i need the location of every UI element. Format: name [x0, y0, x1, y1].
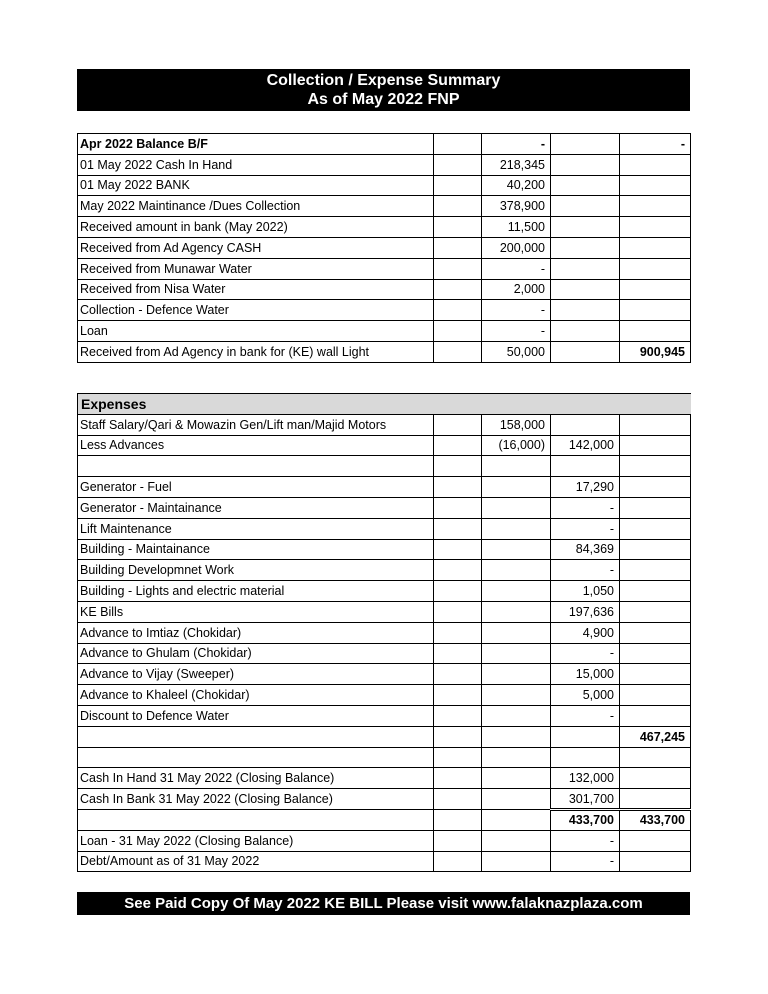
row-col4: 132,000	[551, 768, 620, 789]
summary-title: Collection / Expense Summary	[266, 72, 501, 89]
row-label: May 2022 Maintinance /Dues Collection	[78, 196, 434, 217]
row-col3	[482, 664, 551, 685]
expenses-table	[77, 393, 691, 872]
row-col3	[482, 685, 551, 706]
row-label: Building - Maintainance	[78, 539, 434, 560]
row-col3	[482, 830, 551, 851]
row-total	[620, 217, 691, 238]
row-col4: 1,050	[551, 581, 620, 602]
row-col4	[551, 341, 620, 362]
table-row	[78, 705, 691, 726]
table-row	[78, 341, 691, 362]
row-col3: 50,000	[482, 341, 551, 362]
row-col3	[482, 518, 551, 539]
row-col3	[482, 747, 551, 768]
row-label: Discount to Defence Water	[78, 705, 434, 726]
table-row	[78, 726, 691, 747]
row-col4: -	[551, 497, 620, 518]
table-row	[78, 134, 691, 155]
row-col4: 197,636	[551, 601, 620, 622]
row-col4: 5,000	[551, 685, 620, 706]
row-total	[620, 414, 691, 435]
row-col3	[482, 477, 551, 498]
row-total	[620, 477, 691, 498]
table-row	[78, 154, 691, 175]
row-col4: -	[551, 705, 620, 726]
row-col4: 142,000	[551, 435, 620, 456]
row-col2	[434, 154, 482, 175]
row-label: Loan - 31 May 2022 (Closing Balance)	[78, 830, 434, 851]
row-total	[620, 456, 691, 477]
row-total	[620, 622, 691, 643]
row-col2	[434, 560, 482, 581]
table-row	[78, 664, 691, 685]
row-col2	[434, 258, 482, 279]
row-col3	[482, 789, 551, 810]
row-col3: 378,900	[482, 196, 551, 217]
row-label: KE Bills	[78, 601, 434, 622]
table-row	[78, 601, 691, 622]
row-col2	[434, 830, 482, 851]
row-col2	[434, 237, 482, 258]
table-row	[78, 747, 691, 768]
summary-title-banner	[77, 69, 690, 111]
row-col4	[551, 196, 620, 217]
row-col3	[482, 601, 551, 622]
row-col4: 15,000	[551, 664, 620, 685]
row-col2	[434, 341, 482, 362]
row-col3	[482, 768, 551, 789]
row-col2	[434, 134, 482, 155]
table-row	[78, 175, 691, 196]
row-label: Received amount in bank (May 2022)	[78, 217, 434, 238]
row-col4	[551, 175, 620, 196]
row-col2	[434, 789, 482, 810]
row-total: 900,945	[620, 341, 691, 362]
row-col4: -	[551, 643, 620, 664]
row-label: Generator - Maintainance	[78, 497, 434, 518]
row-col2	[434, 477, 482, 498]
row-col2	[434, 851, 482, 872]
row-col4: 433,700	[551, 809, 620, 830]
row-col4: -	[551, 851, 620, 872]
summary-subtitle: As of May 2022 FNP	[307, 91, 460, 108]
row-col2	[434, 279, 482, 300]
row-col2	[434, 622, 482, 643]
row-col3: 40,200	[482, 175, 551, 196]
collection-table	[77, 133, 691, 363]
footer-notice: See Paid Copy Of May 2022 KE BILL Please visit www.falaknazplaza.com	[77, 892, 690, 915]
table-row	[78, 497, 691, 518]
row-label: Lift Maintenance	[78, 518, 434, 539]
row-col3: 158,000	[482, 414, 551, 435]
row-col4	[551, 154, 620, 175]
row-col4: -	[551, 518, 620, 539]
table-row	[78, 789, 691, 810]
row-total	[620, 258, 691, 279]
row-label	[78, 809, 434, 830]
row-col4: 17,290	[551, 477, 620, 498]
row-col4	[551, 321, 620, 342]
row-total	[620, 321, 691, 342]
row-col3	[482, 560, 551, 581]
row-col2	[434, 175, 482, 196]
row-total: 433,700	[620, 809, 691, 830]
row-col2	[434, 643, 482, 664]
row-col2	[434, 196, 482, 217]
expenses-heading: Expenses	[78, 394, 691, 415]
row-col3: (16,000)	[482, 435, 551, 456]
table-row	[78, 809, 691, 830]
row-label: Debt/Amount as of 31 May 2022	[78, 851, 434, 872]
row-total	[620, 789, 691, 810]
row-total	[620, 581, 691, 602]
row-col4	[551, 279, 620, 300]
table-row	[78, 643, 691, 664]
row-col3	[482, 705, 551, 726]
row-col2	[434, 456, 482, 477]
row-col3: -	[482, 134, 551, 155]
row-total	[620, 497, 691, 518]
row-col2	[434, 747, 482, 768]
table-row	[78, 258, 691, 279]
table-row	[78, 414, 691, 435]
row-total	[620, 705, 691, 726]
row-label: Received from Munawar Water	[78, 258, 434, 279]
table-row	[78, 435, 691, 456]
row-col2	[434, 705, 482, 726]
row-col2	[434, 217, 482, 238]
row-col2	[434, 414, 482, 435]
table-row	[78, 518, 691, 539]
row-col4: -	[551, 560, 620, 581]
row-label: Advance to Ghulam (Chokidar)	[78, 643, 434, 664]
collection-table-body	[78, 134, 691, 363]
row-label	[78, 747, 434, 768]
table-row	[78, 581, 691, 602]
row-col4	[551, 258, 620, 279]
row-col4	[551, 456, 620, 477]
row-label: Received from Nisa Water	[78, 279, 434, 300]
table-row	[78, 768, 691, 789]
row-col3: -	[482, 321, 551, 342]
table-row	[78, 456, 691, 477]
row-label: 01 May 2022 Cash In Hand	[78, 154, 434, 175]
table-row	[78, 300, 691, 321]
row-col3	[482, 539, 551, 560]
row-total	[620, 664, 691, 685]
row-label: Received from Ad Agency in bank for (KE) wall Light	[78, 341, 434, 362]
row-col2	[434, 581, 482, 602]
row-label	[78, 456, 434, 477]
row-col2	[434, 497, 482, 518]
row-col4: 84,369	[551, 539, 620, 560]
row-label: Collection - Defence Water	[78, 300, 434, 321]
row-col3	[482, 622, 551, 643]
row-col3	[482, 851, 551, 872]
row-label: Staff Salary/Qari & Mowazin Gen/Lift man/Majid Motors	[78, 414, 434, 435]
row-col4	[551, 217, 620, 238]
row-label: Advance to Vijay (Sweeper)	[78, 664, 434, 685]
row-total	[620, 154, 691, 175]
row-label: Cash In Bank 31 May 2022 (Closing Balance)	[78, 789, 434, 810]
row-col4	[551, 134, 620, 155]
row-col2	[434, 726, 482, 747]
row-total	[620, 747, 691, 768]
row-col4	[551, 300, 620, 321]
row-col2	[434, 300, 482, 321]
row-col2	[434, 321, 482, 342]
row-col2	[434, 768, 482, 789]
row-label	[78, 726, 434, 747]
row-col4	[551, 747, 620, 768]
row-total: -	[620, 134, 691, 155]
row-label: Loan	[78, 321, 434, 342]
row-col4	[551, 726, 620, 747]
row-label: Less Advances	[78, 435, 434, 456]
row-col2	[434, 809, 482, 830]
row-total	[620, 196, 691, 217]
row-label: Advance to Imtiaz (Chokidar)	[78, 622, 434, 643]
table-row	[78, 321, 691, 342]
row-col3	[482, 497, 551, 518]
row-label: Generator - Fuel	[78, 477, 434, 498]
table-row	[78, 477, 691, 498]
row-total	[620, 851, 691, 872]
row-total	[620, 685, 691, 706]
row-total	[620, 518, 691, 539]
row-label: Cash In Hand 31 May 2022 (Closing Balance)	[78, 768, 434, 789]
row-col3	[482, 726, 551, 747]
table-row	[78, 685, 691, 706]
row-total	[620, 279, 691, 300]
row-label: Building Developmnet Work	[78, 560, 434, 581]
row-col4: -	[551, 830, 620, 851]
table-row	[78, 830, 691, 851]
row-col3	[482, 456, 551, 477]
row-col2	[434, 435, 482, 456]
row-label: Apr 2022 Balance B/F	[78, 134, 434, 155]
row-label: Received from Ad Agency CASH	[78, 237, 434, 258]
row-col3: -	[482, 300, 551, 321]
row-label: Advance to Khaleel (Chokidar)	[78, 685, 434, 706]
row-total	[620, 830, 691, 851]
row-col2	[434, 601, 482, 622]
row-col3: 200,000	[482, 237, 551, 258]
row-col3: 2,000	[482, 279, 551, 300]
row-total	[620, 643, 691, 664]
table-row	[78, 560, 691, 581]
row-col3: 11,500	[482, 217, 551, 238]
row-col4	[551, 414, 620, 435]
row-total	[620, 237, 691, 258]
row-col4: 301,700	[551, 789, 620, 810]
row-col3	[482, 643, 551, 664]
row-total	[620, 601, 691, 622]
row-col2	[434, 685, 482, 706]
table-row	[78, 622, 691, 643]
row-total	[620, 300, 691, 321]
row-col3: 218,345	[482, 154, 551, 175]
row-total	[620, 768, 691, 789]
row-total: 467,245	[620, 726, 691, 747]
table-row	[78, 539, 691, 560]
table-row	[78, 851, 691, 872]
row-col2	[434, 664, 482, 685]
row-col3	[482, 581, 551, 602]
row-col4	[551, 237, 620, 258]
table-row	[78, 196, 691, 217]
row-col2	[434, 539, 482, 560]
row-col4: 4,900	[551, 622, 620, 643]
row-label: 01 May 2022 BANK	[78, 175, 434, 196]
row-label: Building - Lights and electric material	[78, 581, 434, 602]
table-row	[78, 279, 691, 300]
row-total	[620, 175, 691, 196]
table-row	[78, 237, 691, 258]
row-total	[620, 435, 691, 456]
row-total	[620, 539, 691, 560]
row-col3	[482, 809, 551, 830]
row-total	[620, 560, 691, 581]
expenses-heading-row	[78, 394, 691, 415]
row-col2	[434, 518, 482, 539]
expenses-table-body	[78, 394, 691, 872]
row-col3: -	[482, 258, 551, 279]
table-row	[78, 217, 691, 238]
